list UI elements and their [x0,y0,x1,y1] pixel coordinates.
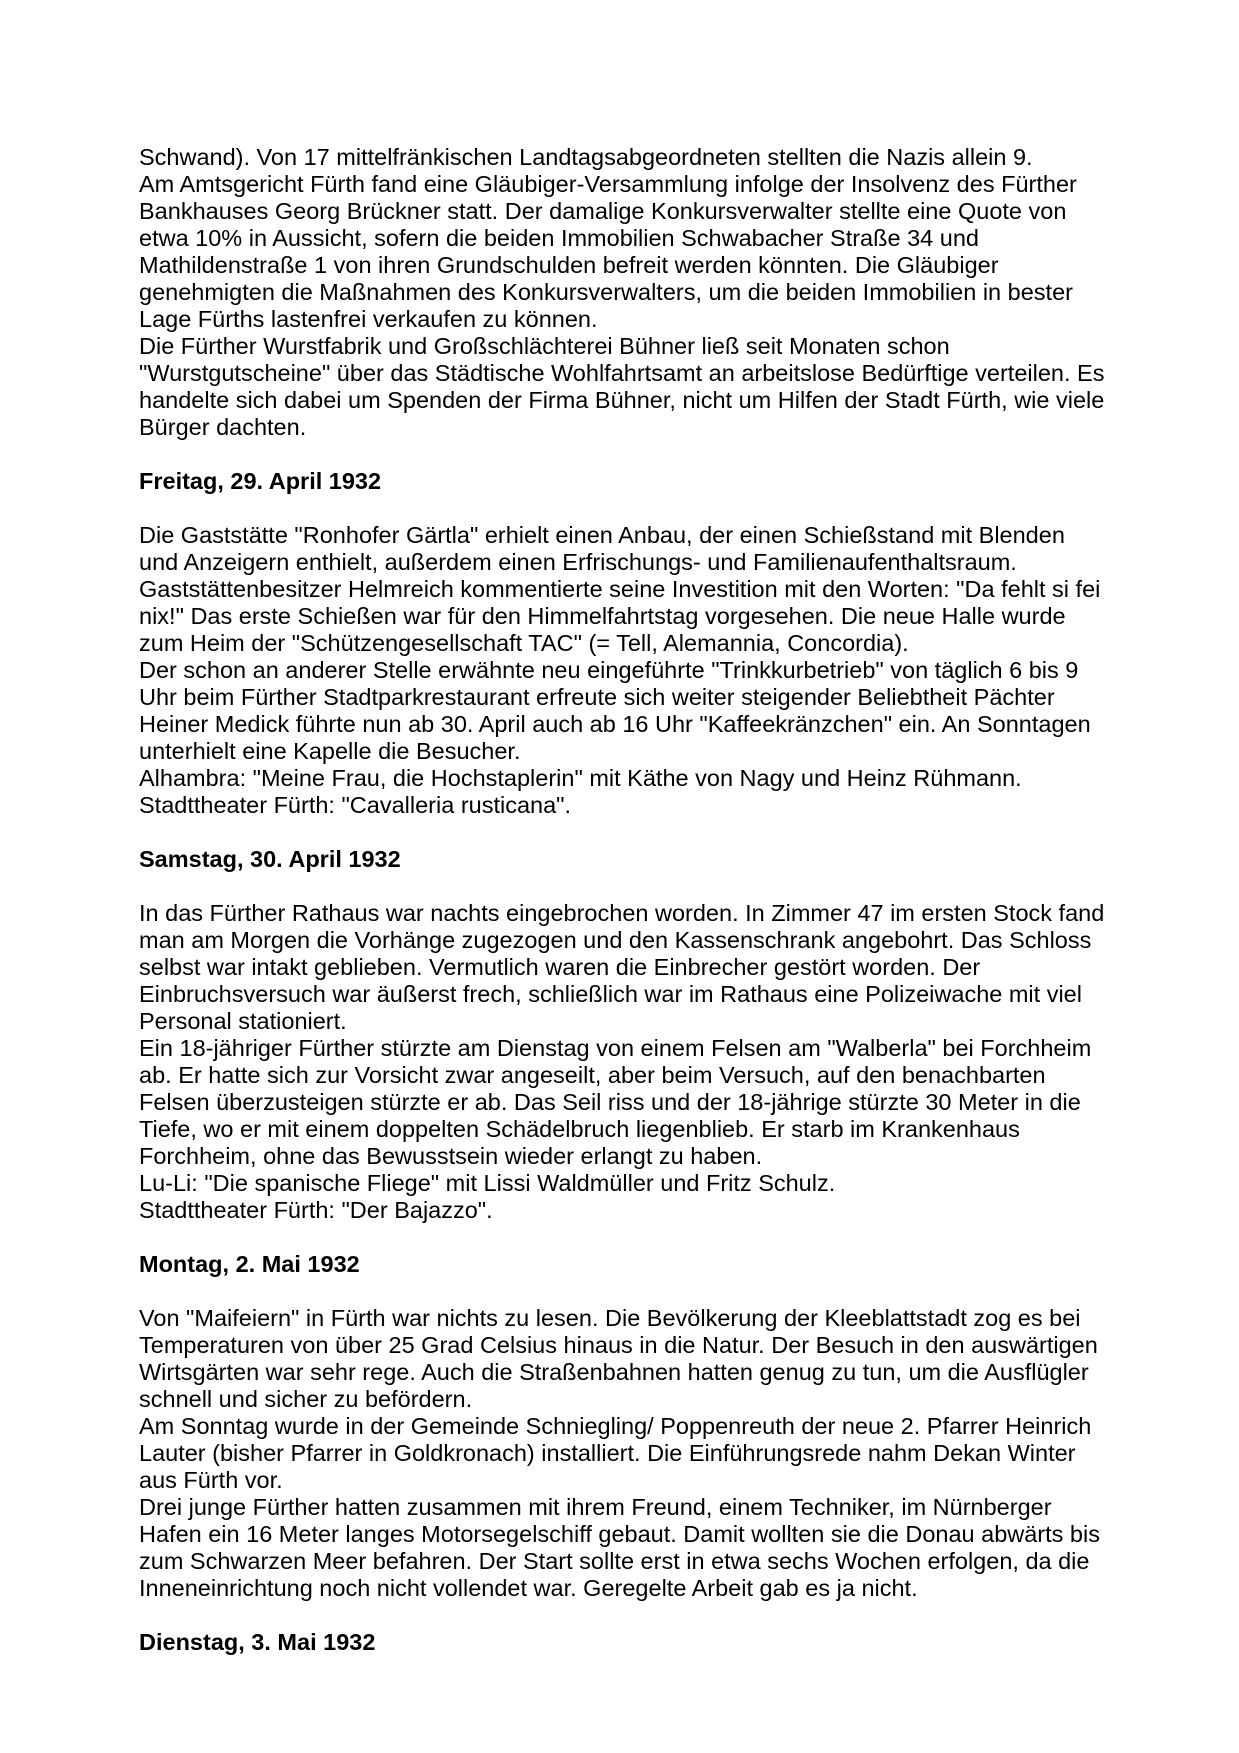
paragraph: Der schon an anderer Stelle erwähnte neu eingeführte "Trinkkurbetrieb" von täglich 6 bis 9 Uhr beim Fürther Stadtparkrestaurant erfreute sich weiter steigender Beliebtheit Pächter Heiner Medick führte nun ab 30. April auch ab 16 Uhr "Kaffeekränzchen" ein. An Sonntagen unterhielt eine Kapelle die Besucher. [139,657,1091,764]
section-heading-montag-2-mai-1932: Montag, 2. Mai 1932 [139,1251,360,1277]
section-freitag-29-april-1932 [139,468,1107,819]
paragraph: In das Fürther Rathaus war nachts eingebrochen worden. In Zimmer 47 im ersten Stock fand man am Morgen die Vorhänge zugezogen und den Kassenschrank angebohrt. Das Schloss selbst war intakt geblieben. Vermutlich waren die Einbrecher gestört worden. Der Einbruchsversuch war äußerst frech, schließlich war im Rathaus eine Polizeiwache mit viel Personal stationiert. [139,900,1105,1034]
document-content [139,144,1107,1656]
paragraph: Von "Maifeiern" in Fürth war nichts zu lesen. Die Bevölkerung der Kleeblattstadt zog es bei Temperaturen von über 25 Grad Celsius hinaus in die Natur. Der Besuch in den auswärtigen Wirtsgärten war sehr rege. Auch die Straßenbahnen hatten genug zu tun, um die Ausflügler schnell und sicher zu befördern. [139,1305,1098,1412]
paragraph: Stadttheater Fürth: "Cavalleria rusticana". [139,792,572,818]
section-intro [139,144,1107,441]
paragraph: Lu-Li: "Die spanische Fliege" mit Lissi Waldmüller und Fritz Schulz. [139,1170,836,1196]
paragraph: Am Amtsgericht Fürth fand eine Gläubiger-Versammlung infolge der Insolvenz des Fürther Bankhauses Georg Brückner statt. Der damalige Konkursverwalter stellte eine Quote von etwa 10% in Aussicht, sofern die beiden Immobilien Schwabacher Straße 34 und Mathildenstraße 1 von ihren Grundschulden befreit werden könnten. Die Gläubiger genehmigten die Maßnahmen des Konkursverwalters, um die beiden Immobilien in bester Lage Fürths lastenfrei verkaufen zu können. [139,171,1077,332]
section-heading-dienstag-3-mai-1932: Dienstag, 3. Mai 1932 [139,1629,376,1655]
paragraph: Am Sonntag wurde in der Gemeinde Schniegling/ Poppenreuth der neue 2. Pfarrer Heinrich Lauter (bisher Pfarrer in Goldkronach) installiert. Die Einführungsrede nahm Dekan Winter aus Fürth vor. [139,1413,1092,1493]
section-heading-samstag-30-april-1932: Samstag, 30. April 1932 [139,846,401,872]
paragraph: Die Gaststätte "Ronhofer Gärtla" erhielt einen Anbau, der einen Schießstand mit Blenden und Anzeigern enthielt, außerdem einen Erfrischungs- und Familienaufenthaltsraum. Gaststättenbesitzer Helmreich kommentierte seine Investition mit den Worten: "Da fehlt si fei nix!" Das erste Schießen war für den Himmelfahrtstag vorgesehen. Die neue Halle wurde zum Heim der "Schützengesellschaft TAC" (= Tell, Alemannia, Concordia). [139,522,1101,656]
paragraph: Stadttheater Fürth: "Der Bajazzo". [139,1197,493,1223]
paragraph: Drei junge Fürther hatten zusammen mit ihrem Freund, einem Techniker, im Nürnberger Hafen ein 16 Meter langes Motorsegelschiff gebaut. Damit wollten sie die Donau abwärts bis zum Schwarzen Meer befahren. Der Start sollte erst in etwa sechs Wochen erfolgen, da die Inneneinrichtung noch nicht vollendet war. Geregelte Arbeit gab es ja nicht. [139,1494,1100,1601]
section-heading-freitag-29-april-1932: Freitag, 29. April 1932 [139,468,382,494]
section-samstag-30-april-1932 [139,846,1107,1224]
paragraph: Schwand). Von 17 mittelfränkischen Landtagsabgeordneten stellten die Nazis allein 9. [139,144,1033,170]
section-dienstag-3-mai-1932 [139,1629,1107,1656]
section-montag-2-mai-1932 [139,1251,1107,1602]
paragraph: Alhambra: "Meine Frau, die Hochstaplerin" mit Käthe von Nagy und Heinz Rühmann. [139,765,1022,791]
paragraph: Die Fürther Wurstfabrik und Großschlächterei Bühner ließ seit Monaten schon "Wurstgutscheine" über das Städtische Wohlfahrtsamt an arbeitslose Bedürftige verteilen. Es handelte sich dabei um Spenden der Firma Bühner, nicht um Hilfen der Stadt Fürth, wie viele Bürger dachten. [139,333,1105,440]
paragraph: Ein 18-jähriger Fürther stürzte am Dienstag von einem Felsen am "Walberla" bei Forchheim ab. Er hatte sich zur Vorsicht zwar angeseilt, aber beim Versuch, auf den benachbarten Felsen überzusteigen stürzte er ab. Das Seil riss und der 18-jährige stürzte 30 Meter in die Tiefe, wo er mit einem doppelten Schädelbruch liegenblieb. Er starb im Krankenhaus Forchheim, ohne das Bewusstsein wieder erlangt zu haben. [139,1035,1092,1169]
